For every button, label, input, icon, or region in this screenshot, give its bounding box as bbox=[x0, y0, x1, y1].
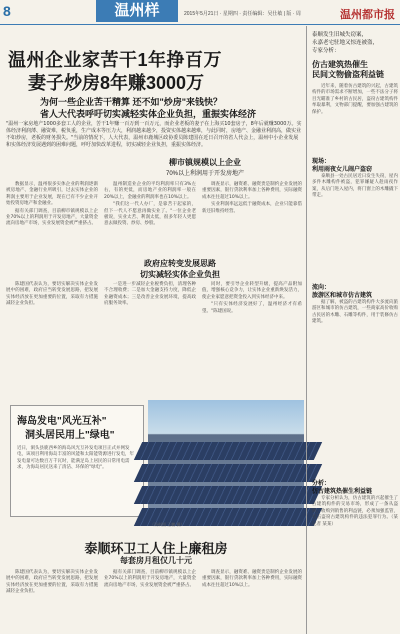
lead-headline-2: 妻子炒房8年赚3000万 bbox=[28, 73, 205, 93]
section-a-heading: 柳市镇规模以上企业 bbox=[169, 158, 241, 167]
solar-panels-photo bbox=[148, 400, 304, 520]
issue-meta: 2015年5月21日 · 星期四 · 责任编辑：吴仕敏 | 版 · 周 bbox=[184, 11, 301, 17]
lead-paragraph: "温州一家房地产1000多套工人的企业，苦干1年赚一百万到一百万元，而企业老板的妻子在上海买10套房子，8年后就赚3000万。实体经济利润薄、融资难，税负重，生产成本等压力大，利润越来越少，投资实体越来越难，与此同时，房地产、金融业利润高，做实业不如炒房，老板的财务损失。"当前的情况下，人大代表，温州市鹿城区政协委员陈建国在近日召开的省人代会上，温州中小企业发展和实体经济发展遇到的困难问题，呼吁加快改革进程，切实减轻企业负担，重振实体经济。 bbox=[6, 121, 302, 148]
right-headline-line: 民间文物偷盗利益链 bbox=[312, 70, 384, 79]
sidebar-story-body: 近日，洞头县鹿西乡的海岛风光互补发电项目正式并网发电，该项目利用海岛丰富的风能和太阳能资源进行发电，年发电量可达数百万千瓦时，能满足岛上居民的日常用电需求，为海岛居民送来了清洁、环保的"绿电"。 bbox=[17, 446, 134, 471]
right-kicker bbox=[312, 30, 398, 54]
right-label-analysis-title: 仿古建筑热催生利益链 bbox=[312, 489, 373, 495]
section-b-heading-1: 政府应转变发展思路 bbox=[144, 259, 216, 268]
paragraph: 调查显示，融资难、融资贵是制约企业发展的重要因素，银行贷款利率加上各种费用，实际融资成本往往超过10%以上。 bbox=[202, 182, 302, 200]
lead-subhead-2: 省人大代表呼吁切实减轻实体企业负担，重振实体经济 bbox=[40, 109, 257, 119]
right-kicker-line: 专家分析： bbox=[312, 48, 340, 54]
solar-panel-row bbox=[134, 464, 322, 482]
bottom-story-headline: 泰顺环卫工人住上廉租房 bbox=[84, 541, 228, 556]
paragraph: 专家分析认为，仿古建筑的兴起催生了古建筑构件的交易市场，形成了一条从盗窃、收购到销售的利益链，必须加强监管，打击盗窃古建筑构件的违法犯罪行为。（某记者 某某） bbox=[312, 496, 398, 527]
paragraph: 据有关部门调查，目前柳市镇规模以上企业70%以上的利润用于开发房地产，大量资金流向房地产市场，实业发展资金被严重挤占。 bbox=[6, 208, 98, 227]
section-a-col-2 bbox=[104, 182, 196, 250]
paragraph: "只有实体经济发展好了，温州经济才有希望。"陈建国说。 bbox=[202, 302, 302, 314]
solar-panel-row bbox=[134, 486, 322, 504]
paragraph: 调查显示，融资难、融资贵是制约企业发展的重要因素，银行贷款利率加上各种费用，实际融资成本往往超过10%以上。 bbox=[202, 570, 302, 588]
paragraph: 同时，要引导企业转型升级，提高产品附加值，增强核心竞争力，让实体企业重新焕发活力，使企业家愿意把资金投入到实体经济中来。 bbox=[202, 282, 302, 300]
page-header bbox=[0, 0, 400, 30]
paragraph: 陈建国代表认为，要切实解决实体企业发展中的困难，政府应当转变发展思路，把发展实体经济放在更加重要的位置，采取有力措施减轻企业负担。 bbox=[6, 570, 98, 595]
right-body-3 bbox=[312, 300, 398, 470]
lead-headline-1: 温州企业家苦干1年挣百万 bbox=[8, 50, 223, 70]
paragraph: 近年来，随着仿古建筑的兴起，古建筑构件的市场需求不断增加，一些不法分子将目光瞄准了乡村的古民居，盗窃古建筑构件牟取暴利，文物部门提醒，要加强古建筑的保护。 bbox=[312, 84, 398, 115]
section-a-col-1 bbox=[6, 182, 98, 250]
sidebar-story-box bbox=[10, 405, 144, 517]
right-body-2 bbox=[312, 174, 398, 274]
section-b-col-2 bbox=[104, 282, 196, 398]
paragraph: 数据显示，温州很多实体企业的利润逐渐被房地产、金融行业所吸引，过去实体企业的利润主要用于企业发展，现在已有不少企业开始投资房地产和金融业。 bbox=[6, 182, 98, 207]
right-kicker-line: 泰顺发生旧城失窃案， bbox=[312, 32, 368, 38]
section-title: 温州样 bbox=[96, 0, 178, 22]
right-kicker-line: 永嘉老宅驻地又惊连被盗， bbox=[312, 40, 379, 46]
right-body-1 bbox=[312, 84, 398, 150]
section-a-subheading: 70%以上利润用于开发房地产 bbox=[165, 171, 244, 177]
paragraph: 泰顺县一处古民居近日发生失窃，屋内多件木雕构件被盗，犯罪嫌疑人趁雨夜作案，从后门进入屋内，将门窗上的木雕撬下带走。 bbox=[312, 174, 398, 199]
solar-panel-row bbox=[134, 442, 322, 460]
right-label-flow: 流向： bbox=[312, 285, 331, 291]
header-rule bbox=[0, 24, 400, 25]
masthead-logo: 温州都市报 bbox=[340, 9, 395, 21]
page-number: 8 bbox=[3, 3, 11, 19]
section-b-col-3 bbox=[202, 282, 302, 398]
bottom-story-col-2 bbox=[104, 570, 196, 632]
section-a-col-3 bbox=[202, 182, 302, 250]
paragraph: 一是进一步减轻企业税费负担，清理各种不合理收费；二是加大金融支持力度，降低企业融资成本；三是改善企业发展环境，提高政府服务效率。 bbox=[104, 282, 196, 307]
bottom-story-col-3 bbox=[202, 570, 302, 632]
right-label-analysis: 分析： bbox=[312, 481, 331, 487]
lead-subhead-1: 为何一些企业苦干精算 还不如"炒房"来钱快？ bbox=[40, 97, 223, 107]
column-divider bbox=[306, 26, 307, 634]
section-b-col-1 bbox=[6, 282, 98, 398]
section-b-heading-2: 切实减轻实体企业负担 bbox=[140, 270, 220, 279]
sidebar-story-title-1: 海岛发电"风光互补" bbox=[17, 416, 107, 427]
paragraph: 据了解，被盗的古建筑构件大多流向旅游区和城市的仿古建筑，一些商家高价收购古民居的木雕、石雕等构件，用于装修仿古建筑。 bbox=[312, 300, 398, 325]
right-label-scene: 现场： bbox=[312, 159, 331, 165]
right-label-scene-title: 利用雨夜女儿闹户盗窃 bbox=[312, 167, 373, 173]
right-headline-line: 仿古建筑热催生 bbox=[312, 60, 368, 69]
paragraph: 实业利润率远远低于融资成本，企业只能靠借新还旧维持经营。 bbox=[202, 202, 302, 214]
bottom-story-col-1 bbox=[6, 570, 98, 632]
right-label-flow-title: 旅游区和城市仿古建筑 bbox=[312, 293, 373, 299]
paragraph: 陈建国代表认为，要切实解决实体企业发展中的困难，政府应当转变发展思路，把发展实体经济放在更加重要的位置，采取有力措施减轻企业负担。 bbox=[6, 282, 98, 307]
paragraph: "我们这一代人办厂，是靠苦干起家的，但下一代人不愿意再做实业了。"一位企业老板说，实业太苦、利润太低，很多年轻人更愿意去做投资、炒房、炒股。 bbox=[104, 202, 196, 227]
photo-caption: （资料图 王鹏 摄） bbox=[150, 522, 185, 527]
sidebar-story-title-2: 洞头居民用上"绿电" bbox=[25, 430, 115, 441]
right-headline bbox=[312, 60, 398, 80]
bottom-story-subhead: 每套房月租仅几十元 bbox=[120, 556, 192, 565]
paragraph: 据有关部门调查，目前柳市镇规模以上企业70%以上的利润用于开发房地产，大量资金流向房地产市场，实业发展资金被严重挤占。 bbox=[104, 570, 196, 588]
right-body-4 bbox=[312, 496, 398, 632]
paragraph: 温州制造业企业的平均利润率只有3%左右，有的更低，而房地产业的利润率一般在20%以上，金融业的利润率也在10%以上。 bbox=[104, 182, 196, 200]
